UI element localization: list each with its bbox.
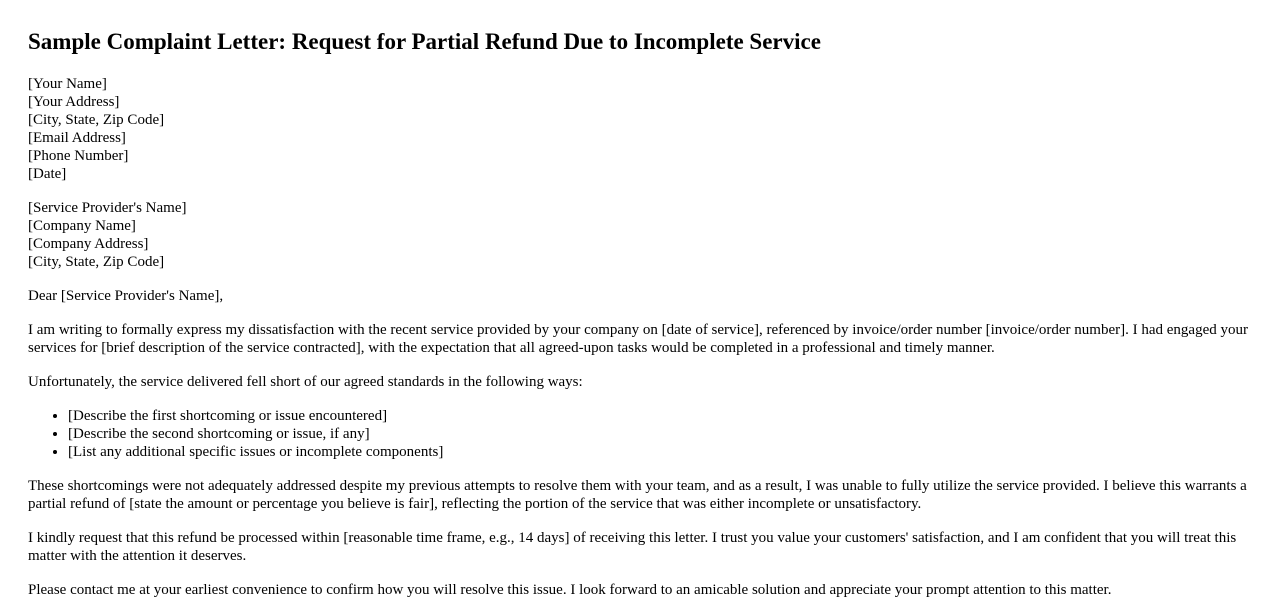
paragraph-refund-request: These shortcomings were not adequately addressed despite my previous attempts to resolve them with your team, and as a result, I was unable to fully utilize the service provided. I believe this warrants a partial refund of [state the amount or percentage you believe is fair], reflecting the portion of the service that was either incomplete or unsatisfactory. xyxy=(28,478,1247,512)
sender-address-block xyxy=(28,75,1250,183)
paragraph-intro: I am writing to formally express my dissatisfaction with the recent service provided by your company on [date of service], referenced by invoice/order number [invoice/order number]. I had engaged your services for [brief description of the service contracted], with the expectation that all agreed-upon tasks would be completed in a professional and timely manner. xyxy=(28,322,1248,356)
page-title: Sample Complaint Letter: Request for Partial Refund Due to Incomplete Service xyxy=(28,29,821,54)
sender-address: [Your Address] xyxy=(28,94,120,110)
paragraph-closing: Please contact me at your earliest convenience to confirm how you will resolve this issue. I look forward to an amicable solution and appreciate your prompt attention to this matter. xyxy=(28,582,1112,598)
sender-phone: [Phone Number] xyxy=(28,148,129,164)
recipient-address: [Company Address] xyxy=(28,236,149,252)
list-item: • [Describe the second shortcoming or issue, if any] xyxy=(68,425,1250,443)
salutation: Dear [Service Provider's Name], xyxy=(28,288,224,304)
recipient-company: [Company Name] xyxy=(28,218,136,234)
sender-email: [Email Address] xyxy=(28,130,126,146)
sender-name: [Your Name] xyxy=(28,76,107,92)
sender-city-state-zip: [City, State, Zip Code] xyxy=(28,112,165,128)
list-item: • [Describe the first shortcoming or issue encountered] xyxy=(68,407,1250,425)
recipient-address-block xyxy=(28,199,1250,271)
paragraph-shortfall: Unfortunately, the service delivered fell short of our agreed standards in the following ways: xyxy=(28,374,583,390)
recipient-name: [Service Provider's Name] xyxy=(28,200,187,216)
list-item: • [List any additional specific issues or incomplete components] xyxy=(68,443,1250,461)
letter-date: [Date] xyxy=(28,166,67,182)
paragraph-timeframe: I kindly request that this refund be processed within [reasonable time frame, e.g., 14 days] of receiving this letter. I trust you value your customers' satisfaction, and I am confident that you will treat this matter with the attention it deserves. xyxy=(28,530,1237,564)
recipient-city-state-zip: [City, State, Zip Code] xyxy=(28,254,165,270)
issues-list xyxy=(28,407,1250,461)
